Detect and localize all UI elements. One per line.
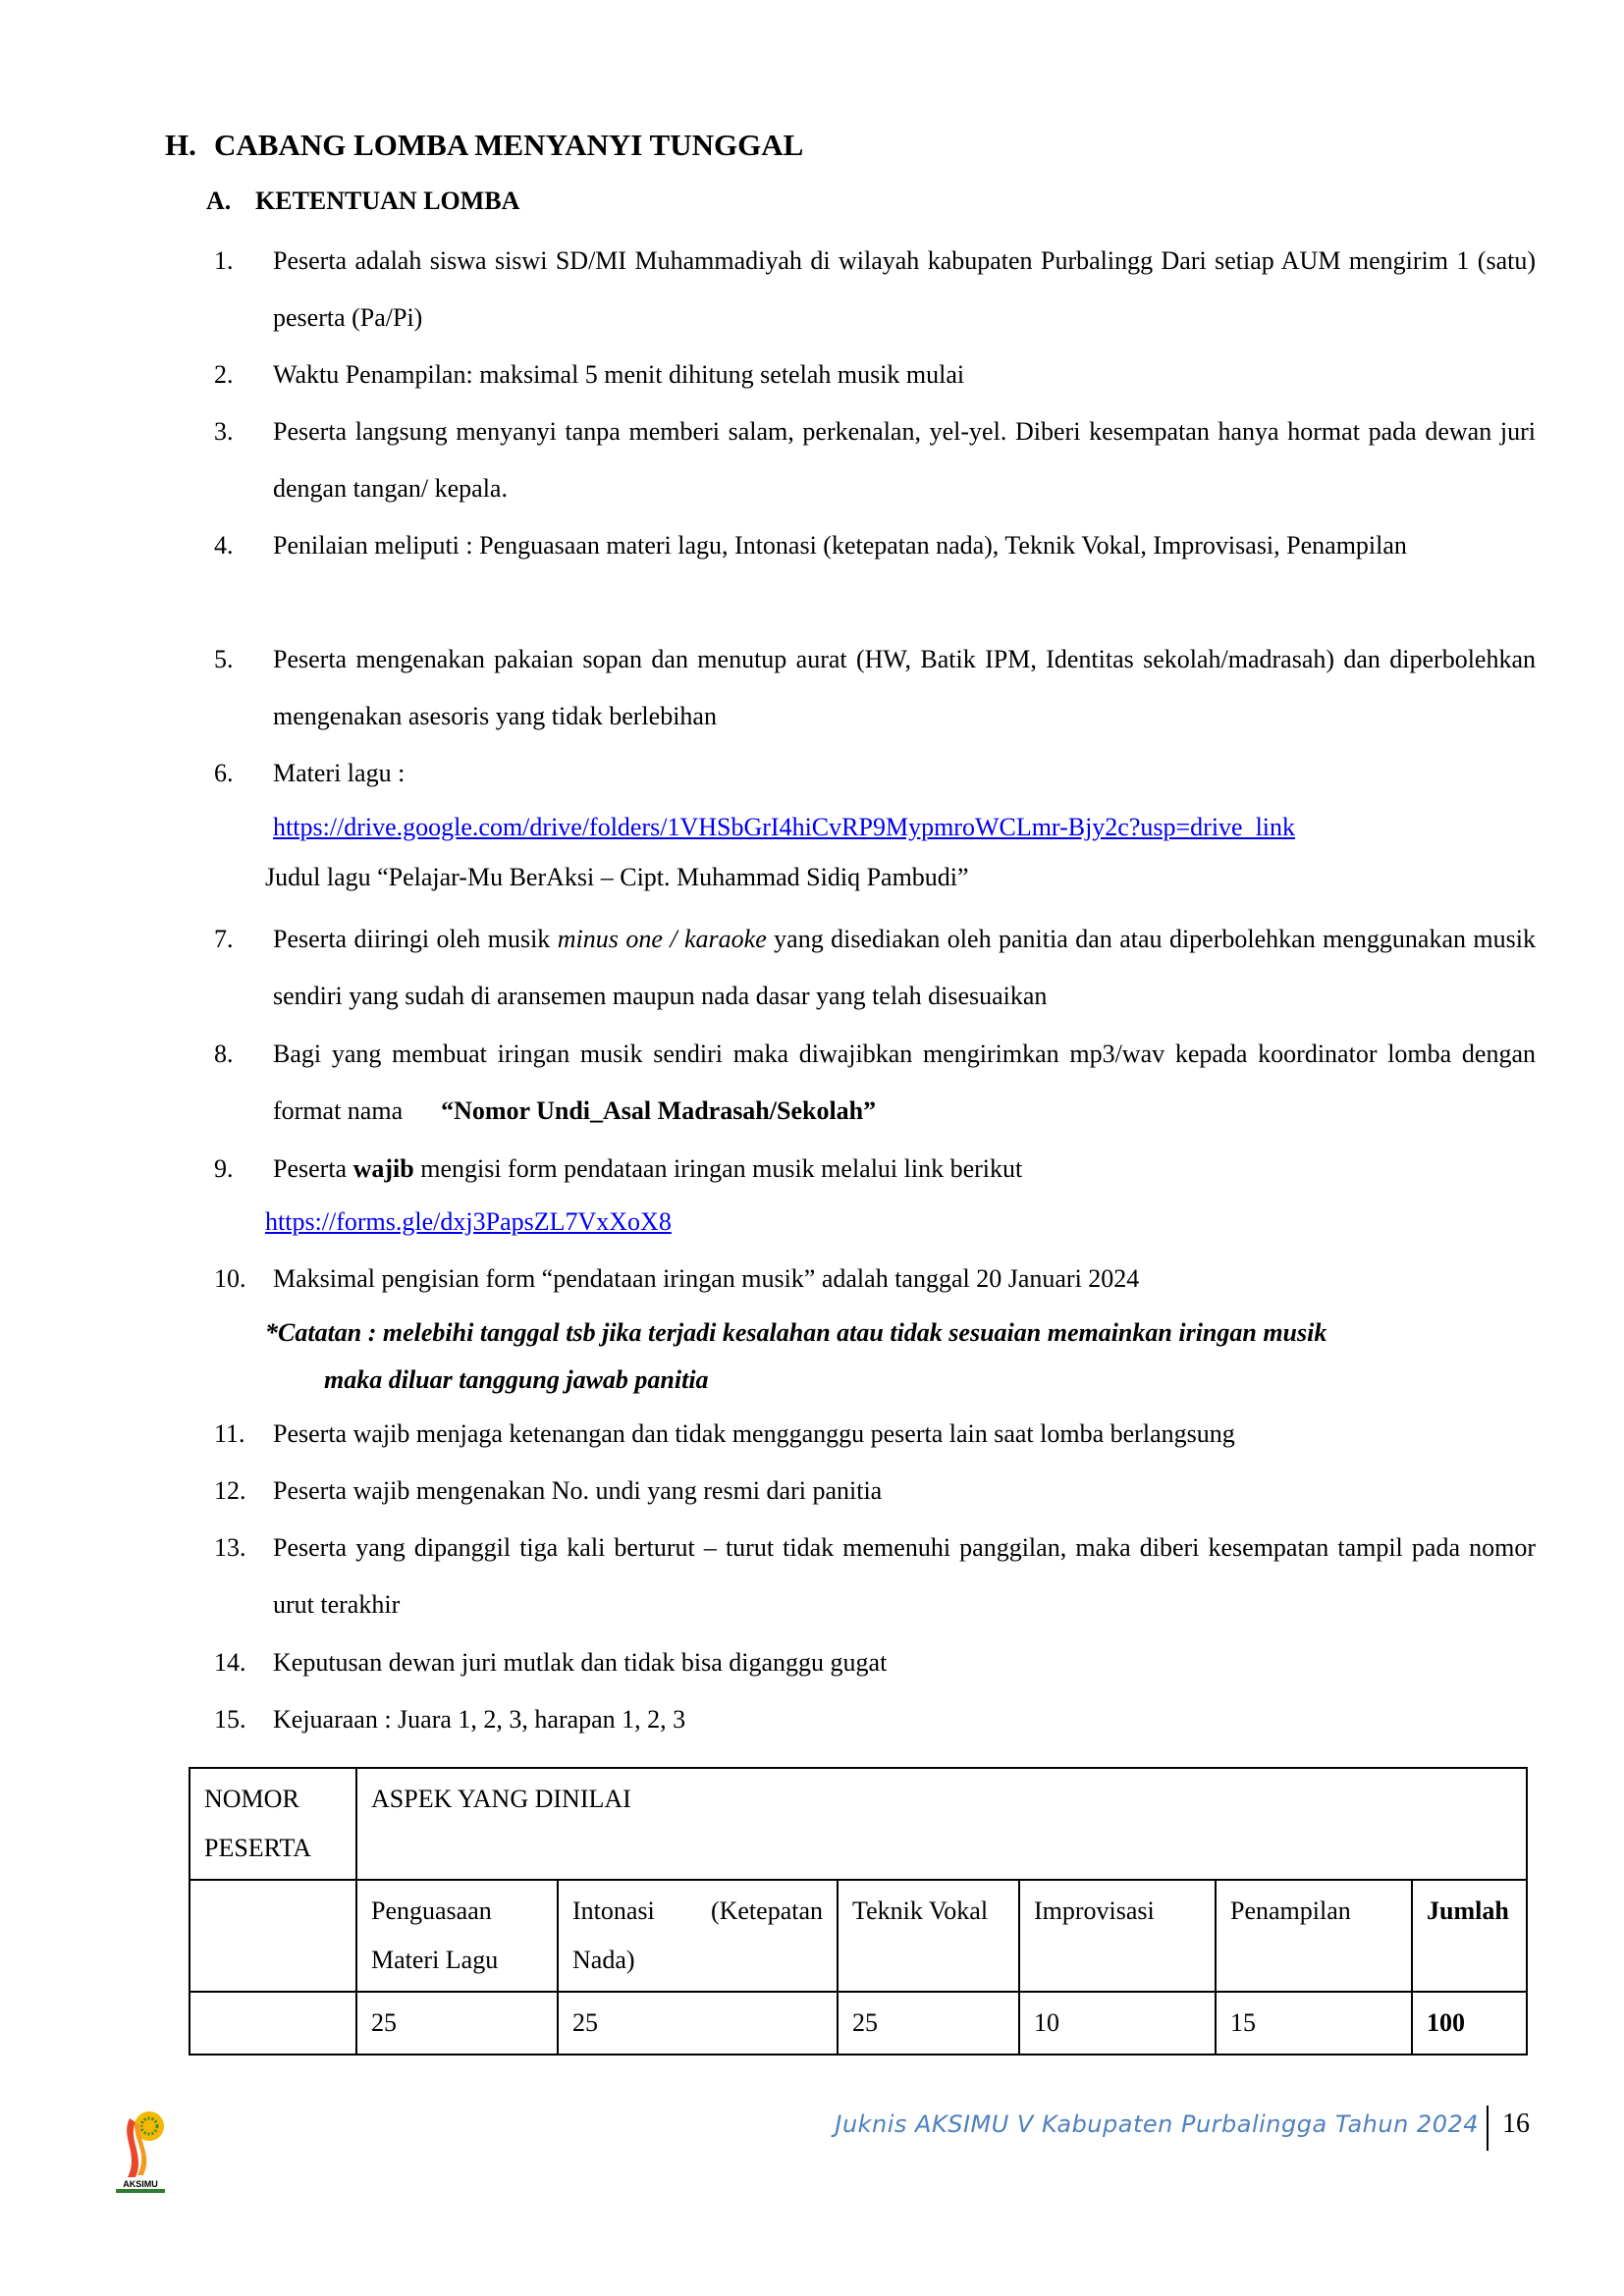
item-number: 7. [214, 925, 234, 953]
aksimu-logo-icon [110, 2109, 171, 2199]
filename-format: “Nomor Undi_Asal Madrasah/Sekolah” [441, 1096, 877, 1125]
item-number: 8. [214, 1040, 234, 1068]
list-item [214, 1463, 1536, 1520]
table-row [189, 1880, 1527, 1992]
table-cell: Improvisasi [1019, 1880, 1216, 1992]
list-item [214, 631, 1536, 745]
item-number: 5. [214, 645, 234, 673]
table-header-row [189, 1768, 1527, 1880]
item-text: Peserta wajib menjaga ketenangan dan tidak mengganggu peserta lain saat lomba berlangsung [273, 1419, 1235, 1448]
table-cell: 25 [838, 1992, 1019, 2055]
list-item [214, 403, 1536, 517]
item-text: Materi lagu : [273, 759, 406, 787]
note-line: *Catatan : melebihi tanggal tsb jika terjadi kesalahan atau tidak sesuaian memainkan iringan musik [265, 1318, 1327, 1347]
item-number: 13. [214, 1533, 246, 1562]
header-aspects: ASPEK YANG DINILAI [356, 1768, 1527, 1880]
list-item [214, 517, 1536, 574]
list-item [214, 1634, 1536, 1691]
list-item [214, 745, 1536, 902]
table-cell: Penguasaan Materi Lagu [356, 1880, 558, 1992]
note-line: maka diluar tanggung jawab panitia [324, 1365, 709, 1394]
item-number: 11. [214, 1419, 245, 1448]
list-item [214, 347, 1536, 403]
item-text: Peserta wajib mengenakan No. undi yang resmi dari panitia [273, 1476, 883, 1505]
table-cell: 25 [558, 1992, 838, 2055]
item-text: Kejuaraan : Juara 1, 2, 3, harapan 1, 2, 3 [273, 1705, 686, 1734]
item-text: Peserta mengenakan pakaian sopan dan menutup aurat (HW, Batik IPM, Identitas sekolah/madrasah) dan diperbolehkan mengenakan asesoris yang tidak berlebihan [273, 645, 1536, 730]
scoring-table [189, 1767, 1528, 2056]
list-item [214, 233, 1536, 347]
subsection-title: KETENTUAN LOMBA [255, 187, 520, 215]
subsection-number: A. [206, 187, 232, 215]
item-text: Maksimal pengisian form “pendataan iringan musik” adalah tanggal 20 Januari 2024 [273, 1264, 1140, 1293]
table-cell: 10 [1019, 1992, 1216, 2055]
table-cell: 15 [1216, 1992, 1412, 2055]
song-title: Judul lagu “Pelajar-Mu BerAksi – Cipt. Muhammad Sidiq Pambudi” [265, 863, 969, 891]
section-heading [165, 128, 803, 163]
table-cell: Penampilan [1216, 1880, 1412, 1992]
header-participant-number: NOMOR PESERTA [189, 1768, 356, 1880]
item-text: Peserta langsung menyanyi tanpa memberi salam, perkenalan, yel-yel. Diberi kesempatan hanya hormat pada dewan juri dengan tangan/ kepala. [273, 417, 1536, 503]
list-item [214, 1691, 1536, 1748]
table-cell: Teknik Vokal [838, 1880, 1019, 1992]
section-number: H. [165, 128, 196, 162]
item-number: 4. [214, 531, 234, 560]
list-item [214, 1251, 1536, 1402]
table-cell: Intonasi (Ketepatan Nada) [558, 1880, 838, 1992]
item-number: 10. [214, 1264, 246, 1293]
item-number: 9. [214, 1154, 234, 1183]
item-number: 2. [214, 360, 234, 389]
table-cell [189, 1992, 356, 2055]
table-cell: 100 [1412, 1992, 1527, 2055]
item-number: 6. [214, 759, 234, 787]
table-cell: Jumlah [1412, 1880, 1527, 1992]
item-text: Keputusan dewan juri mutlak dan tidak bisa diganggu gugat [273, 1648, 888, 1677]
item-number: 14. [214, 1648, 246, 1677]
table-cell [189, 1880, 356, 1992]
list-item: 7. Peserta diiringi oleh musik minus one / karaoke yang disediakan oleh panitia dan atau diperbolehkan menggunakan musik sendiri yang sudah di aransemen maupun nada dasar yang telah disesuaikan [214, 911, 1536, 1025]
table-row [189, 1992, 1527, 2055]
list-item: 9. Peserta wajib mengisi form pendataan iringan musik melalui link berikut https://forms.gle/dxj3PapsZL7VxXoX8 [214, 1141, 1536, 1247]
music-form-link[interactable]: https://forms.gle/dxj3PapsZL7VxXoX8 [265, 1207, 672, 1236]
list-item [214, 1520, 1536, 1633]
italic-term: minus one / karaoke [557, 925, 767, 953]
item-number: 1. [214, 246, 234, 275]
footer-divider [1487, 2106, 1489, 2151]
subsection-heading [206, 187, 519, 216]
item-text: Peserta yang dipanggil tiga kali berturut – turut tidak memenuhi panggilan, maka diberi kesempatan tampil pada nomor urut terakhir [273, 1533, 1536, 1619]
item-text: Peserta adalah siswa siswi SD/MI Muhammadiyah di wilayah kabupaten Purbalingg Dari setiap AUM mengirim 1 (satu) peserta (Pa/Pi) [273, 246, 1536, 332]
footer-title: Juknis AKSIMU V Kabupaten Purbalingga Tahun 2024 [835, 2110, 1479, 2138]
item-text: Waktu Penampilan: maksimal 5 menit dihitung setelah musik mulai [273, 360, 965, 389]
item-number: 15. [214, 1705, 246, 1734]
item-text: Penilaian meliputi : Penguasaan materi lagu, Intonasi (ketepatan nada), Teknik Vokal, Improvisasi, Penampilan [273, 531, 1407, 560]
song-material-link[interactable]: https://drive.google.com/drive/folders/1VHSbGrI4hiCvRP9MypmroWCLmr-Bjy2c?usp=drive_link [273, 813, 1296, 841]
item-number: 12. [214, 1476, 246, 1505]
item-number: 3. [214, 417, 234, 446]
list-item [214, 1406, 1536, 1463]
page-number: 16 [1502, 2109, 1530, 2139]
svg-text:AKSIMU: AKSIMU [123, 2179, 158, 2189]
list-item: 8. Bagi yang membuat iringan musik sendiri maka diwajibkan mengirimkan mp3/wav kepada koordinator lomba dengan format nama “Nomor Undi_Asal Madrasah/Sekolah” [214, 1026, 1536, 1140]
section-title: CABANG LOMBA MENYANYI TUNGGAL [214, 128, 804, 162]
table-cell: 25 [356, 1992, 558, 2055]
